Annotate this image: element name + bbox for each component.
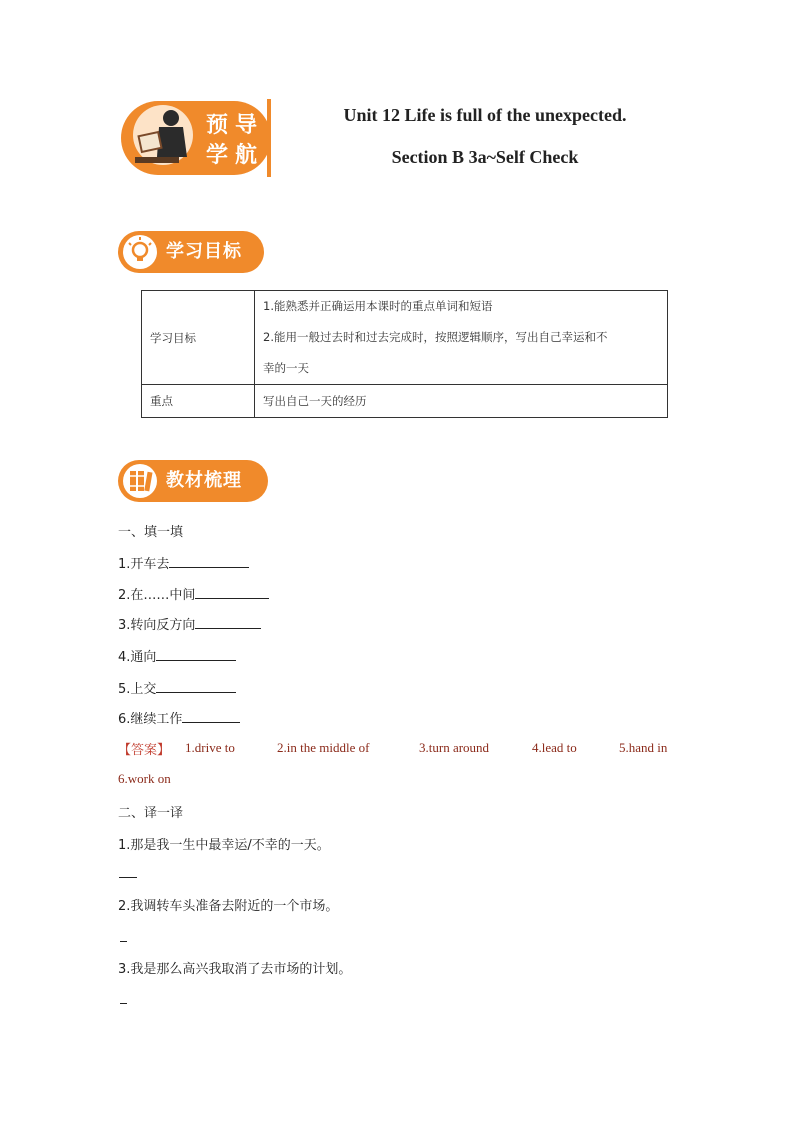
guide-badge: [121, 99, 273, 177]
translate-item-2: 2.我调转车头准备去附近的一个市场。: [118, 899, 339, 914]
answers-line: [118, 739, 170, 758]
badge-char-3: 学: [206, 143, 229, 168]
answers-label: 【答案】: [118, 743, 171, 758]
fill-item-3: [118, 614, 261, 633]
section-label-goals: 学习目标: [166, 241, 242, 262]
goals-table: [141, 290, 668, 418]
answer-blank[interactable]: [156, 649, 236, 661]
reader-figure-icon: [133, 105, 193, 165]
unit-title: Unit 12 Life is full of the unexpected.: [343, 105, 627, 125]
fill-item-5: [118, 678, 236, 697]
answer-4: 4.lead to: [532, 740, 577, 755]
answer-line[interactable]: [120, 940, 127, 942]
focus-value: 写出自己一天的经历: [263, 394, 367, 408]
answer-3: 3.turn around: [419, 740, 490, 755]
badge-char-4: 航: [235, 143, 258, 168]
answer-2: 2.in the middle of: [277, 740, 370, 755]
part2-heading: 二、译一译: [118, 806, 184, 821]
section-label-materials: 教材梳理: [166, 470, 242, 491]
answer-blank[interactable]: [182, 711, 240, 723]
answer-blank[interactable]: [169, 556, 249, 568]
translate-item-3: 3.我是那么高兴我取消了去市场的计划。: [118, 962, 352, 977]
fill-item-text: 5.上交: [118, 682, 157, 697]
answer-blank[interactable]: [195, 587, 269, 599]
table-cell-value: [255, 291, 668, 385]
fill-item-2: [118, 584, 269, 603]
badge-char-2: 导: [235, 113, 258, 138]
answer-5: 5.hand in: [619, 740, 668, 755]
fill-item-text: 2.在……中间: [118, 588, 196, 603]
section-pill-materials: [118, 460, 268, 502]
focus-label: 重点: [150, 394, 173, 408]
translate-item-1: 1.那是我一生中最幸运/不幸的一天。: [118, 838, 330, 853]
table-row: [142, 385, 668, 418]
fill-item-text: 1.开车去: [118, 557, 170, 572]
fill-item-text: 4.通向: [118, 650, 157, 665]
part1-heading: 一、填一填: [118, 525, 184, 540]
fill-item-4: [118, 646, 236, 665]
answer-6: 6.work on: [118, 771, 171, 786]
table-cell-value: [255, 385, 668, 418]
goal-line-2: 2.能用一般过去时和过去完成时，按照逻辑顺序，写出自己幸运和不: [263, 330, 608, 344]
goal-line-1: 1.能熟悉并正确运用本课时的重点单词和短语: [263, 299, 493, 313]
fill-item-6: [118, 708, 240, 727]
fill-item-text: 3.转向反方向: [118, 618, 196, 633]
fill-item-text: 6.继续工作: [118, 712, 183, 727]
table-cell-label: [142, 291, 255, 385]
goals-label: 学习目标: [150, 330, 196, 345]
books-icon: [130, 471, 153, 491]
table-row: [142, 291, 668, 385]
section-pill-goals: [118, 231, 264, 273]
table-cell-label: [142, 385, 255, 418]
goal-line-3: 幸的一天: [263, 361, 309, 375]
answer-1: 1.drive to: [185, 740, 235, 755]
answer-blank[interactable]: [195, 617, 261, 629]
answer-blank[interactable]: [156, 681, 236, 693]
section-title: Section B 3a~Self Check: [391, 147, 579, 167]
answer-line[interactable]: [120, 1002, 127, 1004]
badge-char-1: 预: [206, 113, 229, 138]
fill-item-1: [118, 553, 249, 572]
answer-line[interactable]: [119, 876, 137, 878]
